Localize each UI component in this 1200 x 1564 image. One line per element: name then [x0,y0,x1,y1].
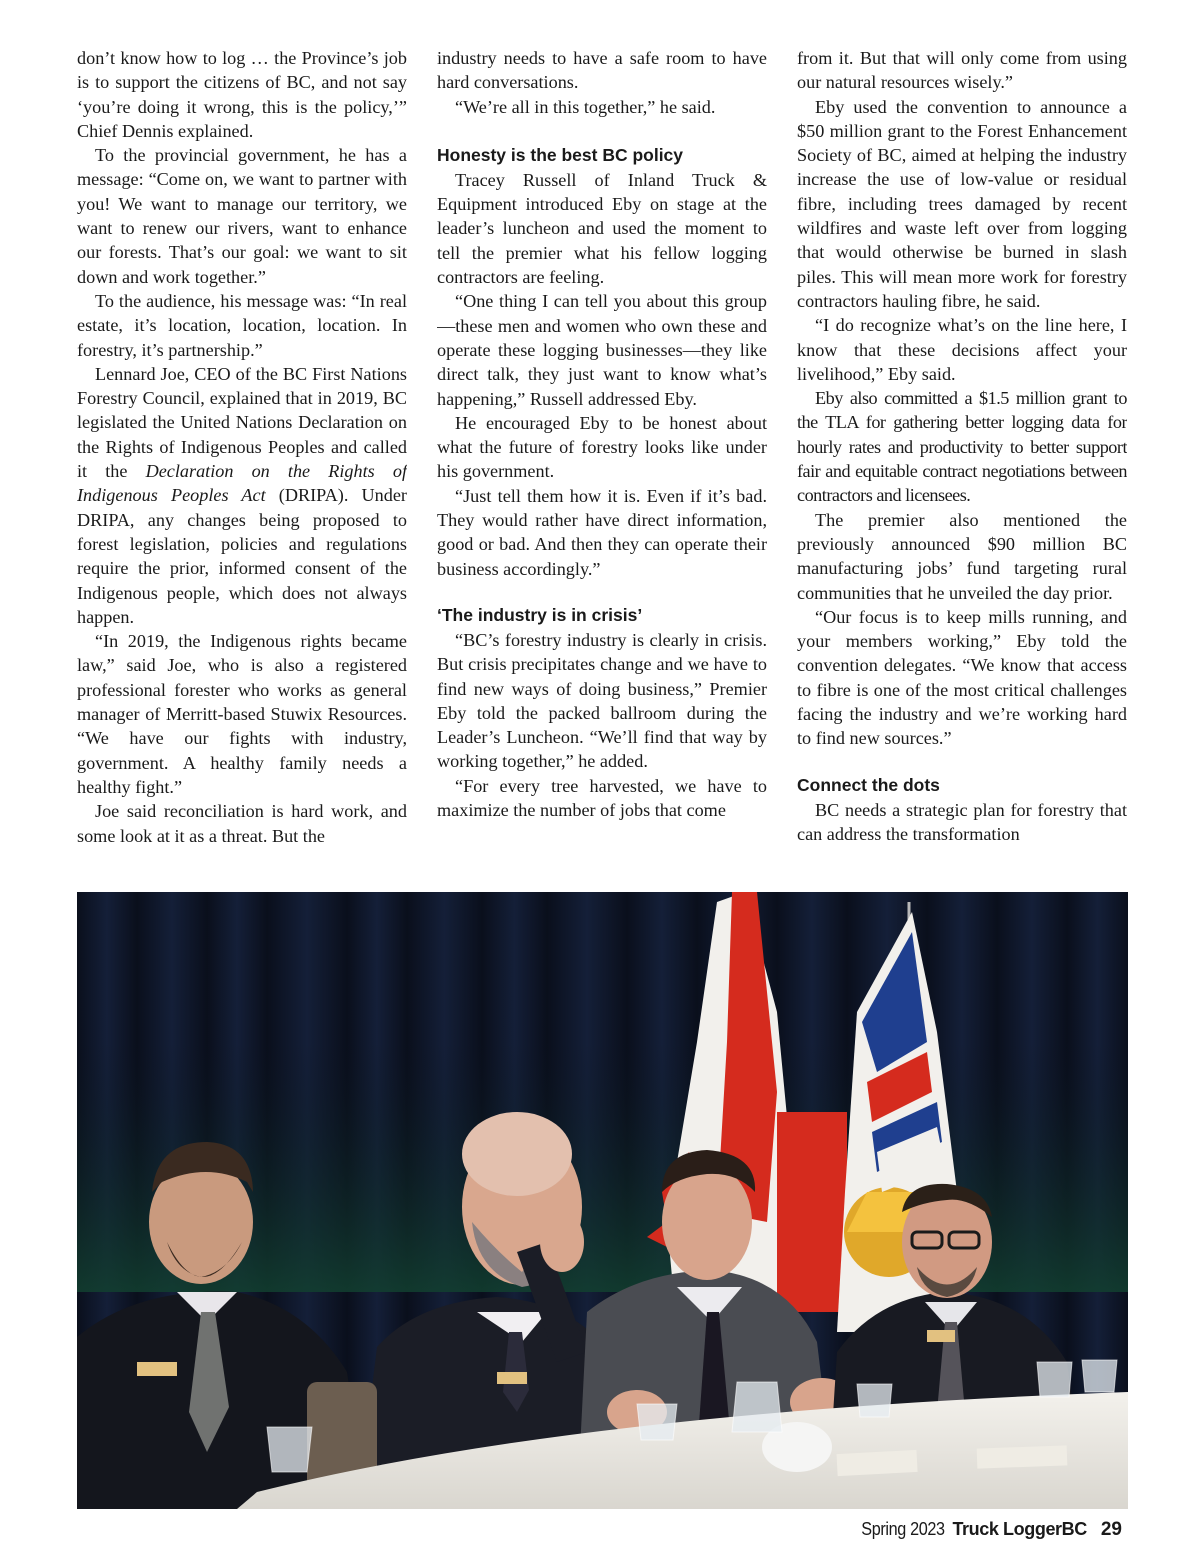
article-columns [77,46,1128,876]
magazine-title: Truck LoggerBC [952,1519,1087,1539]
page-footer [852,1519,1122,1545]
article-column-1 [77,46,407,876]
paragraph: The premier also mentioned the previously announced $90 million BC manufacturing jobs’ fund targeting rural communities that he unveiled the day prior. [797,509,1127,603]
paragraph-text: Lennard Joe, CEO of the BC First Nations Forestry Council, explained that in 2019, BC legislated the United Nations Declaration on the Rights of Indigenous Peoples and called it the [77,363,407,482]
page-number: 29 [1100,1519,1122,1540]
paragraph [77,362,407,629]
paragraph: To the audience, his message was: “In real estate, it’s location, location, location. In forestry, it’s partnership.” [77,290,407,360]
event-photo-illustration [77,892,1128,1509]
paragraph: BC needs a strategic plan for forestry that can address the transformation [797,799,1127,844]
act-title: Declaration on the Rights of Indigenous Peoples Act [77,461,407,506]
paragraph: “Just tell them how it is. Even if it’s bad. They would rather have direct information, good or bad. And then they can operate their business accordingly.” [437,485,767,579]
paragraph: don’t know how to log … the Province’s job is to support the citizens of BC, and not say ‘you’re doing it wrong, this is the policy,’” Chief Dennis explained. [77,48,407,141]
paragraph: “BC’s forestry industry is clearly in crisis. But crisis precipitates change and we have to find new ways of doing business,” Premier Eby told the packed ballroom during the Leader’s Luncheon. “We’ll find that way by working together,” he added. [437,629,767,772]
article-column-2 [437,46,767,876]
paragraph: “In 2019, the Indigenous rights became law,” said Joe, who is also a registered professional forester who works as general manager of Merritt-based Stuwix Resources. “We have our fights with industry, government. A healthy family needs a healthy fight.” [77,631,407,797]
section-heading: ‘The industry is in crisis’ [437,604,643,625]
section-heading: Connect the dots [797,774,940,795]
paragraph: “Our focus is to keep mills running, and your members working,” Eby told the convention delegates. “We know that access to fibre is one of the most critical challenges facing the industry and we’re working hard to find new sources.” [797,606,1127,749]
paragraph: Tracey Russell of Inland Truck & Equipment introduced Eby on stage at the leader’s luncheon and used the moment to tell the premier what his fellow logging contractors are feeling. [437,169,767,288]
paragraph: “For every tree harvested, we have to maximize the number of jobs that come [437,775,767,821]
paragraph: industry needs to have a safe room to have hard conversations. [437,48,767,93]
article-column-3 [797,46,1127,876]
paragraph: Eby also committed a $1.5 million grant to the TLA for gathering better logging data for hourly rates and productivity to better support fair and equitable contract negotiations between contractors and licensees. [797,388,1127,506]
event-photo [77,892,1128,1509]
paragraph-text: (DRIPA). Under DRIPA, any changes being proposed to forest legislation, policies and regulations require the prior, informed consent of the Indigenous people, which does not always happen. [77,485,407,627]
paragraph: “I do recognize what’s on the line here, I know that these decisions affect your livelihood,” Eby said. [797,315,1127,384]
paragraph: “One thing I can tell you about this group—these men and women who own these and operate these logging businesses—they like direct talk, they just want to know what’s happening,” Russell addressed Eby. [437,291,767,409]
paragraph: “We’re all in this together,” he said. [455,96,716,117]
paragraph: To the provincial government, he has a message: “Come on, we want to partner with you! We want to manage our territory, we want to renew our rivers, want to enhance our forests. That’s our goal: we want to sit down and work together.” [77,145,407,287]
paragraph: He encouraged Eby to be honest about what the future of forestry looks like under his government. [437,412,767,482]
paragraph: from it. But that will only come from using our natural resources wisely.” [797,48,1127,93]
section-heading: Honesty is the best BC policy [437,144,684,165]
paragraph: Joe said reconciliation is hard work, and some look at it as a threat. But the [77,801,407,846]
paragraph: Eby used the convention to announce a $50 million grant to the Forest Enhancement Society of BC, aimed at helping the industry increase the use of low-value or residual fibre, including trees damaged by recent wildfires and waste left over from logging that would otherwise be burned in slash piles. This will mean more work for forestry contractors hauling fibre, he said. [797,96,1127,311]
issue-date: Spring 2023 [861,1519,945,1539]
